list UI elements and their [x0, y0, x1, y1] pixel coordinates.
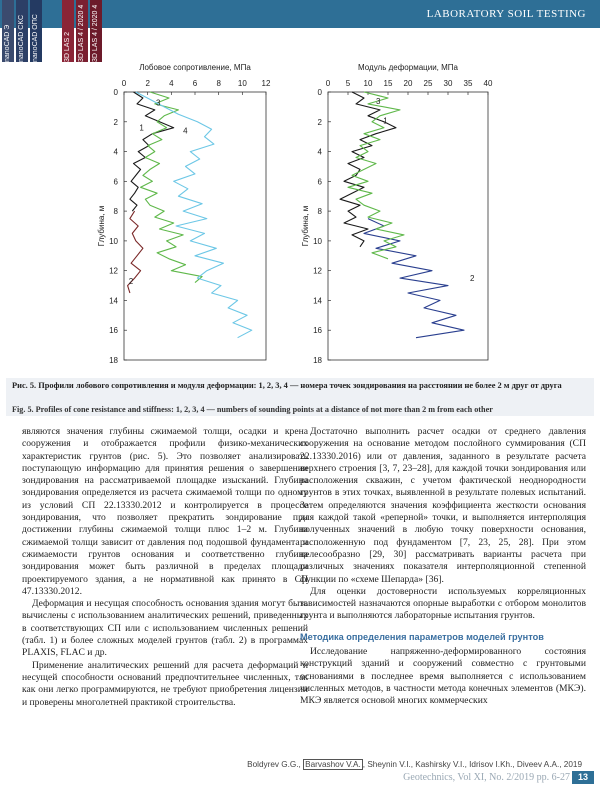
x-tick-label: 12: [261, 79, 271, 88]
tab-label: 3D LAS 2: [62, 0, 74, 62]
side-tabs: [0, 0, 110, 70]
tab-label: nanoCAD CKC: [16, 0, 28, 62]
y-tick-label: 6: [113, 177, 118, 187]
y-tick-label: 10: [109, 236, 118, 246]
authors-text: Boldyrev G.G.,: [247, 760, 304, 769]
series-label-3: 3: [376, 96, 381, 106]
tab-label: 3D LAS 4 / 2020 4: [90, 0, 102, 62]
right-column: [300, 426, 586, 708]
series-line-4: [136, 92, 252, 338]
plot-frame: [328, 92, 488, 360]
y-axis-label: Глубина, м: [97, 205, 106, 247]
x-tick-label: 10: [363, 79, 373, 88]
x-tick-label: 35: [463, 79, 473, 88]
x-tick-label: 8: [216, 79, 221, 88]
tab-label: 3D LAS 4 / 2020 4: [76, 0, 88, 62]
y-tick-label: 6: [317, 177, 322, 187]
figure-5: [96, 60, 544, 378]
figure-svg: [96, 60, 544, 378]
section-heading: Методика определения параметров моделей грунтов: [300, 631, 544, 642]
authors-text: , Sheynin V.I., Kashirsky V.I., Idrisov I.Kh., Diveev A.A., 2019: [362, 760, 582, 769]
series-line-1: [340, 92, 396, 247]
page-number: 13: [572, 771, 594, 784]
x-tick-label: 20: [403, 79, 413, 88]
y-tick-label: 16: [313, 326, 322, 336]
paragraph: Деформация и несущая способность основания здания могут быть вычислены с использованием аналитических решений, приведенных в соответствующих СП или с использованием численных решений (табл. 1) и более сложных моделей грунтов (табл. 2) в программах PLAXIS, FLAC и др.: [22, 598, 308, 659]
x-tick-label: 15: [383, 79, 393, 88]
paragraph: Исследование напряженно-деформированного состояния конструкций зданий и сооружений совместно с грунтовыми основаниями в последнее время выполняется с использованием численных методов, в частности метода конечных элементов (МКЭ). МКЭ является основой многих коммерческих: [300, 646, 586, 707]
paragraph: Применение аналитических решений для расчета деформаций и несущей способности оснований предпочтительнее численных, так как они легко программируются, не требуют приобретения лицензии и проверены многолетней практикой строительства.: [22, 659, 308, 708]
y-tick-label: 8: [317, 207, 322, 217]
highlighted-author: Barvashov V.A.: [305, 760, 361, 769]
paragraph: Для оценки достоверности используемых корреляционных зависимостей назначаются опорные выработки с отбором монолитов грунта и выполняются лабораторные испытания грунтов.: [300, 585, 586, 622]
y-tick-label: 4: [113, 147, 118, 157]
series-label-2: 2: [470, 274, 475, 284]
y-tick-label: 4: [317, 147, 322, 157]
series-label-3: 3: [155, 98, 161, 108]
y-tick-label: 16: [109, 326, 118, 336]
y-tick-label: 18: [313, 356, 322, 365]
series-label-4: 4: [183, 126, 188, 136]
tab-label: nanoCAD ОПС: [30, 0, 42, 62]
x-tick-label: 10: [237, 79, 247, 88]
journal-section-title: LABORATORY SOIL TESTING: [426, 8, 586, 20]
paragraph: являются значения глубины сжимаемой толщи, осадки и крена сооружения и отображается профили физико-механических характеристик грунтов (рис. 5). Это позволяет анализировать поступающую информацию для принятия решения о завершении зондирования на рассматриваемой площадке изысканий. Глубина зондирования определяется из расчета сжимаемой толщи по одному из условий СП 22.13330.2012 и контролируется в процессе зондирования, что позволяет прекратить зондирование при достижении глубины сжимаемой толщи плюс 1–2 м. Глубина сжимаемой толщи зависит от давления под подошвой фундамента и сжимаемости грунтов основания и соответственно глубина зондирования может быть различной в пределах площади проектируемого здания, а не нормативной как принято в СП 47.13330.2012.: [22, 426, 308, 597]
series-line-2: [364, 219, 464, 338]
chart-title: Модуль деформации, МПа: [358, 63, 458, 72]
y-tick-label: 10: [313, 236, 322, 246]
x-tick-label: 5: [345, 79, 351, 88]
y-tick-label: 12: [109, 266, 118, 276]
tab-label: nanoCAD Э: [2, 0, 14, 62]
x-tick-label: 6: [192, 79, 198, 88]
x-tick-label: 25: [423, 79, 433, 88]
paragraph: Достаточно выполнить расчет осадки от среднего давления сооружения на основание методом послойного суммирования (СП 22.13330.2016) или от давления, заданного в результате расчета верхнего строения [3, 7, 23–28], для каждой точки зондирования или расположения скважин, с учетом фактической неоднородности грунтов в этих точках, выявленной в результате полевых испытаний. Затем определяются значения коэффициента жесткости основания для каждой такой «реперной» точки, и выполняется интерполяция полученных значений в любую точку поверхности основания, расположенную под фундаментом [7, 23, 25, 28]. При этом целесообразно [29, 30] рассматривать варианты расчета при различных значениях показателя интерполяционной степенной функции по «схеме Шепарда» [36].: [300, 426, 586, 585]
figure-caption-en: Fig. 5. Profiles of cone resistance and stiffness: 1, 2, 3, 4 — numbers of sounding points at a distance of not more than 2 m from each other: [12, 405, 493, 414]
left-column: [22, 426, 308, 709]
x-tick-label: 30: [443, 79, 453, 88]
footer-authors: [247, 760, 582, 769]
x-tick-label: 40: [483, 79, 493, 88]
y-tick-label: 14: [313, 296, 322, 306]
y-tick-label: 2: [317, 117, 322, 127]
y-tick-label: 0: [113, 88, 118, 97]
x-tick-label: 2: [145, 79, 150, 88]
y-tick-label: 18: [109, 356, 118, 365]
series-label-1: 1: [139, 123, 144, 133]
y-tick-label: 14: [109, 296, 118, 306]
x-tick-label: 0: [121, 79, 127, 88]
figure-caption-ru: Рис. 5. Профили лобового сопротивления и модуля деформации: 1, 2, 3, 4 — номера точек зондирования на расстоянии не более 2 м друг от друга: [12, 381, 562, 390]
y-axis-label: Глубина, м: [301, 205, 310, 247]
x-tick-label: 4: [169, 79, 174, 88]
footer-journal: Geotechnics, Vol XI, No. 2/2019 pp. 6-27: [403, 772, 570, 783]
series-label-1: 1: [383, 116, 388, 126]
series-line-1: [130, 92, 174, 211]
y-tick-label: 12: [313, 266, 322, 276]
chart-title: Лобовое сопротивление, МПа: [139, 63, 251, 72]
x-tick-label: 0: [325, 79, 331, 88]
y-tick-label: 8: [113, 207, 118, 217]
y-tick-label: 0: [317, 88, 322, 97]
y-tick-label: 2: [113, 117, 118, 127]
plot-frame: [124, 92, 266, 360]
series-label-2: 2: [128, 277, 134, 287]
